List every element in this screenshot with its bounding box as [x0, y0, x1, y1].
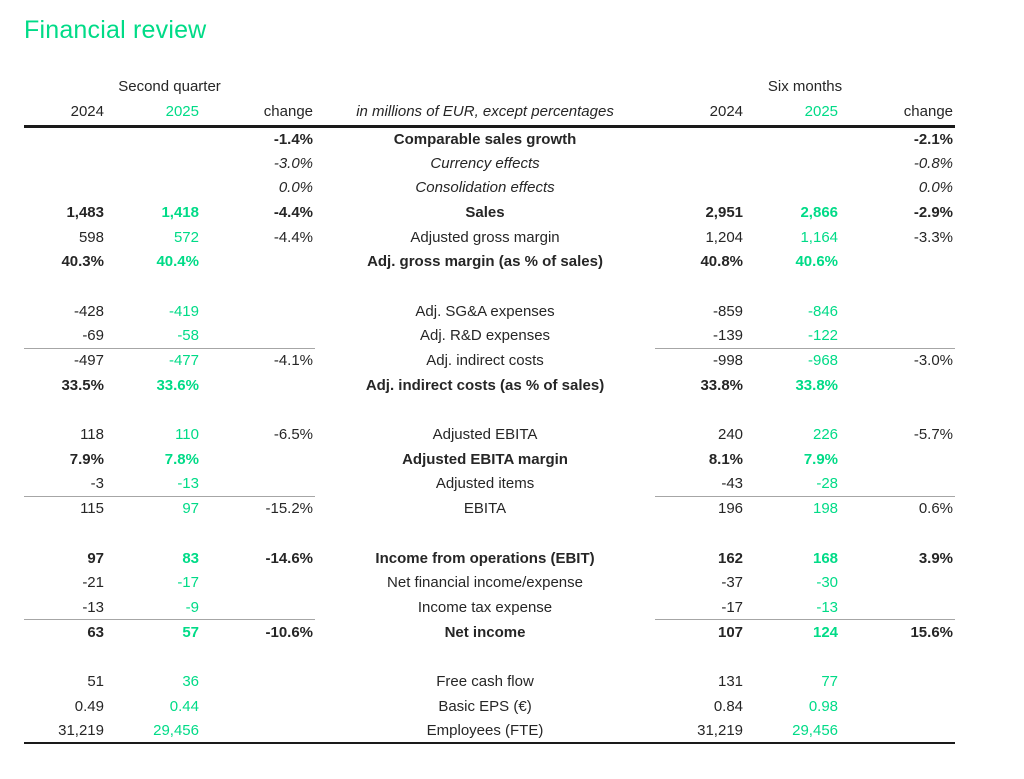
cell-q2025: 7.8%: [164, 450, 199, 468]
cell-label: Consolidation effects: [415, 179, 555, 197]
table-row: [24, 299, 955, 324]
cell-q2024: [24, 175, 106, 200]
cell-s2024: -37: [721, 574, 744, 592]
cell-s2024: 0.84: [713, 697, 744, 715]
table-row: [24, 200, 955, 225]
cell-schange: -2.9%: [913, 203, 954, 221]
cell-s2025: 124: [745, 620, 840, 645]
cell-label: Adjusted items: [435, 475, 535, 493]
cell-s2025: 0.98: [808, 697, 839, 715]
table-row: [24, 324, 955, 349]
cell-s2024: 33.8%: [700, 376, 744, 394]
table-row: [24, 422, 955, 447]
cell-q2025: 110: [175, 426, 199, 444]
table-row: [24, 546, 955, 571]
cell-label: Adjusted EBITA: [432, 426, 538, 444]
cell-s2025: 7.9%: [803, 450, 839, 468]
cell-s2025: [745, 175, 840, 200]
cell-q2024: [24, 151, 106, 176]
cell-qchange: -10.6%: [201, 620, 315, 645]
cell-qchange: -4.1%: [201, 348, 315, 373]
cell-schange: -3.0%: [840, 348, 955, 373]
cell-q2024: -3: [90, 475, 104, 493]
cell-qchange: [201, 249, 315, 274]
cell-schange: [840, 447, 955, 472]
cell-s2025: 29,456: [745, 719, 840, 744]
col-header-q2-change: change: [201, 99, 315, 126]
group-header-row: [24, 74, 955, 99]
cell-q2025: 29,456: [106, 719, 201, 744]
cell-label: Adj. indirect costs (as % of sales): [365, 376, 605, 394]
cell-qchange: -15.2%: [201, 496, 315, 521]
cell-q2024: 31,219: [24, 719, 106, 744]
cell-s2024: -17: [721, 598, 744, 616]
cell-qchange: [201, 595, 315, 620]
cell-q2024: 97: [87, 549, 104, 567]
cell-s2025: 2,866: [800, 203, 839, 221]
col-header-6m-2024: 2024: [655, 99, 745, 126]
cell-label: Adj. SG&A expenses: [415, 302, 555, 320]
cell-s2024: 131: [717, 672, 744, 690]
table-row: [24, 669, 955, 694]
cell-label: Adj. R&D expenses: [419, 327, 551, 345]
cell-q2025: 83: [182, 549, 199, 567]
cell-s2025: 40.6%: [795, 253, 839, 271]
cell-qchange: [201, 447, 315, 472]
cell-qchange: -4.4%: [273, 228, 314, 246]
cell-schange: -0.8%: [913, 154, 954, 172]
cell-s2025: -122: [807, 327, 839, 345]
cell-s2025: [745, 151, 840, 176]
page-title: Financial review: [24, 16, 207, 44]
cell-q2025: 40.4%: [156, 253, 199, 271]
cell-q2024: 40.3%: [61, 253, 104, 271]
table-row: [24, 719, 955, 744]
group-header-gap: [315, 74, 655, 99]
cell-schange: 3.9%: [918, 549, 954, 567]
cell-schange: 15.6%: [840, 620, 955, 645]
cell-q2025: -477: [106, 348, 201, 373]
cell-s2024: 196: [655, 496, 745, 521]
cell-q2025: -13: [177, 475, 199, 493]
cell-s2025: 168: [812, 549, 839, 567]
cell-qchange: -1.4%: [273, 130, 314, 148]
cell-q2025: 33.6%: [156, 376, 199, 394]
cell-q2024: -21: [82, 574, 104, 592]
cell-s2024: 40.8%: [700, 253, 744, 271]
table-row: [24, 249, 955, 274]
cell-schange: -2.1%: [913, 130, 954, 148]
cell-s2025: 1,164: [800, 228, 839, 246]
financial-table: [24, 74, 955, 744]
cell-q2024: 51: [87, 672, 104, 690]
cell-label: Sales: [465, 203, 505, 221]
cell-q2025: 1,418: [161, 203, 199, 221]
cell-qchange: [201, 299, 315, 324]
cell-label: Income tax expense: [417, 598, 553, 616]
cell-label: Income from operations (EBIT): [375, 549, 595, 567]
cell-q2025: -419: [168, 302, 199, 320]
col-header-6m-2025: 2025: [745, 99, 840, 126]
cell-s2024: 107: [655, 620, 745, 645]
spacer-cell: [24, 398, 955, 423]
cell-s2024: 8.1%: [708, 450, 744, 468]
cell-s2024: -998: [655, 348, 745, 373]
cell-q2024: -13: [82, 598, 104, 616]
cell-q2024: 1,483: [66, 203, 104, 221]
cell-s2025: -13: [816, 598, 839, 616]
cell-qchange: -4.4%: [273, 203, 314, 221]
table-row: [24, 570, 955, 595]
table-row: [24, 126, 955, 151]
cell-schange: [840, 719, 955, 744]
cell-q2025: -17: [177, 574, 199, 592]
cell-label: Currency effects: [430, 154, 540, 172]
cell-q2025: [106, 151, 201, 176]
spacer-cell: [24, 274, 955, 299]
table-row: [24, 620, 955, 645]
cell-q2025: 0.44: [169, 697, 199, 715]
cell-s2024: -139: [712, 327, 744, 345]
cell-s2025: -28: [816, 475, 839, 493]
cell-s2025: 198: [745, 496, 840, 521]
table-row: [24, 472, 955, 497]
cell-q2025: [106, 175, 201, 200]
cell-label: Net financial income/expense: [387, 574, 583, 592]
cell-q2024: 7.9%: [69, 450, 104, 468]
cell-s2025: -30: [816, 574, 839, 592]
cell-s2024: -859: [712, 302, 744, 320]
cell-q2024: 63: [24, 620, 106, 645]
cell-s2025: [745, 126, 840, 151]
col-header-q2-2024: 2024: [24, 99, 106, 126]
col-header-q2-2025: 2025: [106, 99, 201, 126]
cell-label: Adj. gross margin (as % of sales): [367, 253, 603, 271]
cell-schange: [840, 472, 955, 497]
cell-label: EBITA: [463, 500, 507, 518]
cell-s2024: 2,951: [705, 203, 744, 221]
table-row: [24, 225, 955, 250]
cell-schange: 0.6%: [840, 496, 955, 521]
table-row: [24, 496, 955, 521]
cell-s2025: -968: [745, 348, 840, 373]
cell-label: Comparable sales growth: [393, 130, 577, 148]
cell-q2024: 598: [78, 228, 104, 246]
table-row: [24, 175, 955, 200]
cell-s2024: -43: [721, 475, 744, 493]
table-row: [24, 447, 955, 472]
spacer-row: [24, 644, 955, 669]
cell-q2024: -428: [73, 302, 104, 320]
spacer-cell: [24, 521, 955, 546]
cell-s2024: 1,204: [705, 228, 744, 246]
cell-qchange: -6.5%: [273, 426, 314, 444]
cell-schange: [840, 249, 955, 274]
cell-s2025: 226: [812, 426, 839, 444]
cell-schange: [840, 373, 955, 398]
cell-q2024: -497: [24, 348, 106, 373]
cell-q2024: 115: [24, 496, 106, 521]
table-row: [24, 595, 955, 620]
cell-schange: [840, 570, 955, 595]
cell-q2025: 36: [182, 672, 199, 690]
spacer-row: [24, 274, 955, 299]
cell-schange: [840, 595, 955, 620]
cell-s2024: 31,219: [655, 719, 745, 744]
cell-schange: [840, 694, 955, 719]
cell-qchange: 0.0%: [278, 179, 314, 197]
cell-schange: [840, 324, 955, 349]
table-row: [24, 151, 955, 176]
cell-schange: -5.7%: [913, 426, 954, 444]
cell-qchange: [201, 669, 315, 694]
cell-s2024: [655, 126, 745, 151]
cell-qchange: [201, 324, 315, 349]
cell-label: Adj. indirect costs: [426, 352, 544, 370]
cell-qchange: [201, 373, 315, 398]
cell-s2024: 162: [717, 549, 744, 567]
spacer-row: [24, 521, 955, 546]
cell-label: Adjusted gross margin: [410, 228, 560, 246]
table-row: [24, 373, 955, 398]
cell-qchange: [201, 694, 315, 719]
cell-s2025: -846: [807, 302, 839, 320]
cell-qchange: -3.0%: [273, 154, 314, 172]
cell-schange: 0.0%: [918, 179, 954, 197]
cell-label: Basic EPS (€): [438, 697, 532, 715]
cell-q2025: 57: [106, 620, 201, 645]
cell-qchange: [201, 472, 315, 497]
table-row: [24, 694, 955, 719]
cell-q2024: 118: [80, 426, 104, 444]
cell-q2025: -58: [177, 327, 199, 345]
cell-schange: -3.3%: [913, 228, 954, 246]
table-body: [24, 126, 955, 743]
cell-q2024: -69: [82, 327, 104, 345]
cell-q2024: 0.49: [74, 697, 104, 715]
left-group-header: Second quarter: [118, 78, 221, 95]
column-header-row: [24, 99, 955, 126]
cell-qchange: -14.6%: [265, 549, 314, 567]
cell-qchange: [201, 719, 315, 744]
cell-q2024: 33.5%: [61, 376, 104, 394]
cell-s2024: [655, 175, 745, 200]
spacer-row: [24, 398, 955, 423]
cell-q2025: 97: [106, 496, 201, 521]
col-header-6m-change: change: [840, 99, 955, 126]
cell-label: Net income: [444, 623, 526, 641]
cell-q2024: [24, 126, 106, 151]
cell-s2024: [655, 151, 745, 176]
cell-schange: [840, 299, 955, 324]
cell-s2024: 240: [717, 426, 744, 444]
cell-s2025: 77: [821, 672, 839, 690]
cell-q2025: [106, 126, 201, 151]
cell-schange: [840, 669, 955, 694]
cell-label: Free cash flow: [436, 672, 534, 690]
table-row: [24, 348, 955, 373]
units-note: in millions of EUR, except percentages: [315, 99, 655, 126]
cell-label: Employees (FTE): [315, 719, 655, 744]
cell-s2025: 33.8%: [795, 376, 839, 394]
cell-qchange: [201, 570, 315, 595]
cell-label: Adjusted EBITA margin: [402, 450, 568, 468]
spacer-cell: [24, 644, 955, 669]
cell-q2025: -9: [185, 598, 199, 616]
cell-q2025: 572: [173, 228, 199, 246]
right-group-header: Six months: [767, 78, 843, 95]
